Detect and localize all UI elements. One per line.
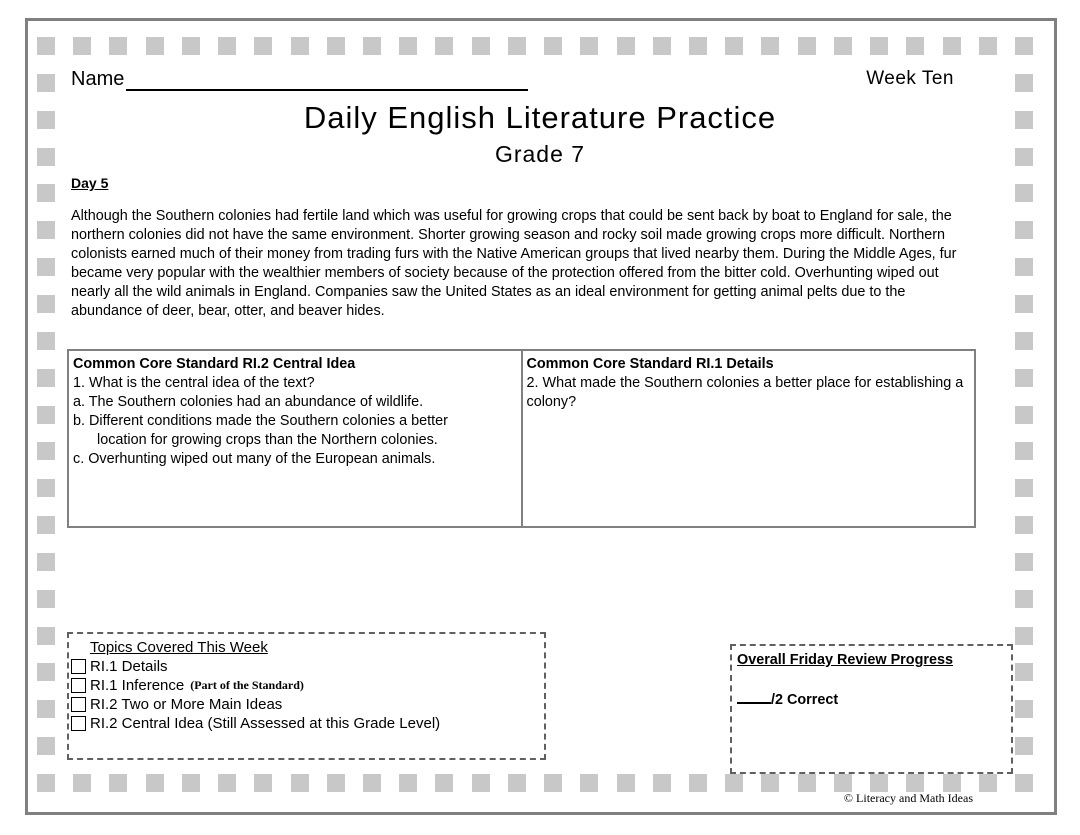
- border-square: [363, 774, 381, 792]
- border-square: [37, 332, 55, 350]
- border-square: [508, 37, 526, 55]
- topic-item: [71, 657, 544, 676]
- question-cell-central-idea: [69, 351, 521, 526]
- border-square: [1015, 406, 1033, 424]
- border-square: [834, 774, 852, 792]
- answer-option-b-continued: location for growing crops than the Northern colonies.: [97, 432, 438, 448]
- border-square: [37, 516, 55, 534]
- border-square: [1015, 74, 1033, 92]
- topic-item: [71, 695, 544, 714]
- border-square: [37, 663, 55, 681]
- border-square: [37, 590, 55, 608]
- border-square: [870, 37, 888, 55]
- border-square: [37, 295, 55, 313]
- question-text: 2. What made the Southern colonies a better place for establishing a colony?: [526, 375, 964, 410]
- questions-table: [67, 349, 976, 528]
- border-square: [580, 774, 598, 792]
- border-square: [146, 774, 164, 792]
- answer-option-b: b. Different conditions made the Southern colonies a better: [73, 413, 448, 429]
- border-square: [689, 774, 707, 792]
- border-square: [1015, 258, 1033, 276]
- copyright-notice: © Literacy and Math Ideas: [843, 791, 973, 805]
- topic-checkbox[interactable]: [71, 697, 86, 712]
- name-label: Name: [71, 68, 125, 90]
- reading-passage: Although the Southern colonies had fertile land which was useful for growing crops that could be sent back by boat to England for sale, the northern colonies did not have the same environment. Shorter growing season and rocky soil made growing crops more difficult. Northern colonists earned much of their money from trading furs with the Native American groups that lived nearby them. During the Middle Ages, fur became very popular with the wealthier members of society because of the protection offered from the bitter cold. Overhunting wiped out nearly all the wild animals in England. Companies saw the United States as an ideal environment for getting animal pelts due to the abundance of deer, bear, otter, and beaver hides.: [71, 208, 957, 319]
- border-square: [1015, 663, 1033, 681]
- border-square: [37, 184, 55, 202]
- border-square: [472, 37, 490, 55]
- border-square: [1015, 590, 1033, 608]
- week-label: Week Ten: [866, 68, 954, 89]
- border-square: [906, 37, 924, 55]
- question-heading: Common Core Standard RI.2 Central Idea: [73, 356, 356, 372]
- border-square: [508, 774, 526, 792]
- review-progress-box: [730, 644, 1013, 774]
- question-text: 1. What is the central idea of the text?: [73, 375, 315, 391]
- topic-item: [71, 676, 544, 695]
- border-square: [544, 774, 562, 792]
- border-square: [37, 774, 55, 792]
- border-square: [399, 37, 417, 55]
- border-square: [291, 774, 309, 792]
- border-square: [1015, 516, 1033, 534]
- border-square: [1015, 184, 1033, 202]
- border-square: [1015, 332, 1033, 350]
- border-square: [725, 774, 743, 792]
- border-square: [870, 774, 888, 792]
- topic-checkbox[interactable]: [71, 716, 86, 731]
- answer-option-c: c. Overhunting wiped out many of the European animals.: [73, 451, 436, 467]
- topic-label: RI.1 Inference: [90, 677, 185, 694]
- border-square: [37, 221, 55, 239]
- border-square: [73, 774, 91, 792]
- topic-label: RI.2 Central Idea (Still Assessed at this Grade Level): [90, 715, 441, 732]
- border-square: [109, 774, 127, 792]
- border-square: [906, 774, 924, 792]
- border-square: [327, 37, 345, 55]
- border-square: [73, 37, 91, 55]
- border-square: [1015, 37, 1033, 55]
- border-square: [435, 37, 453, 55]
- page-title: Daily English Literature Practice: [303, 100, 777, 135]
- border-square: [943, 37, 961, 55]
- border-square: [979, 774, 997, 792]
- border-square: [37, 442, 55, 460]
- border-square: [761, 37, 779, 55]
- question-heading: Common Core Standard RI.1 Details: [526, 356, 774, 372]
- border-square: [617, 774, 635, 792]
- border-square: [218, 37, 236, 55]
- topic-item: [71, 714, 544, 733]
- border-square: [1015, 737, 1033, 755]
- border-square: [1015, 553, 1033, 571]
- border-square: [254, 774, 272, 792]
- border-square: [979, 37, 997, 55]
- score-label: /2 Correct: [771, 692, 839, 708]
- question-cell-details: [521, 351, 975, 526]
- border-square: [1015, 700, 1033, 718]
- border-square: [617, 37, 635, 55]
- topic-label: RI.1 Details: [90, 658, 168, 675]
- border-square: [580, 37, 598, 55]
- name-blank-line: [126, 69, 528, 91]
- review-title: Overall Friday Review Progress: [737, 652, 953, 668]
- border-square: [327, 774, 345, 792]
- topic-checkbox[interactable]: [71, 678, 86, 693]
- border-square: [1015, 295, 1033, 313]
- border-square: [37, 737, 55, 755]
- topic-note: (Part of the Standard): [190, 678, 304, 692]
- score-blank-line: [737, 688, 771, 704]
- topic-checkbox[interactable]: [71, 659, 86, 674]
- border-square: [146, 37, 164, 55]
- border-square: [37, 700, 55, 718]
- border-square: [725, 37, 743, 55]
- border-square: [363, 37, 381, 55]
- border-square: [37, 479, 55, 497]
- border-square: [37, 37, 55, 55]
- grade-subtitle: Grade 7: [494, 141, 586, 167]
- border-square: [1015, 369, 1033, 387]
- border-square: [37, 627, 55, 645]
- name-field: [71, 68, 528, 91]
- border-square: [291, 37, 309, 55]
- border-square: [218, 774, 236, 792]
- day-heading: Day 5: [71, 175, 109, 191]
- border-square: [1015, 442, 1033, 460]
- border-square: [399, 774, 417, 792]
- border-square: [472, 774, 490, 792]
- answer-option-a: a. The Southern colonies had an abundance of wildlife.: [73, 394, 424, 410]
- border-square: [1015, 221, 1033, 239]
- border-square: [544, 37, 562, 55]
- topic-label: RI.2 Two or More Main Ideas: [90, 696, 283, 713]
- border-square: [1015, 627, 1033, 645]
- border-square: [37, 258, 55, 276]
- border-square: [653, 37, 671, 55]
- topics-covered-box: [67, 632, 546, 760]
- border-square: [798, 37, 816, 55]
- border-square: [37, 74, 55, 92]
- border-square: [943, 774, 961, 792]
- border-square: [761, 774, 779, 792]
- border-square: [653, 774, 671, 792]
- border-square: [182, 774, 200, 792]
- border-square: [1015, 479, 1033, 497]
- border-square: [689, 37, 707, 55]
- border-square: [834, 37, 852, 55]
- review-score: [737, 688, 1011, 708]
- border-square: [435, 774, 453, 792]
- border-square: [37, 553, 55, 571]
- border-square: [37, 406, 55, 424]
- border-square: [798, 774, 816, 792]
- topics-title: Topics Covered This Week: [90, 639, 268, 656]
- border-square: [182, 37, 200, 55]
- border-square: [109, 37, 127, 55]
- border-square: [37, 369, 55, 387]
- border-square: [1015, 774, 1033, 792]
- border-square: [254, 37, 272, 55]
